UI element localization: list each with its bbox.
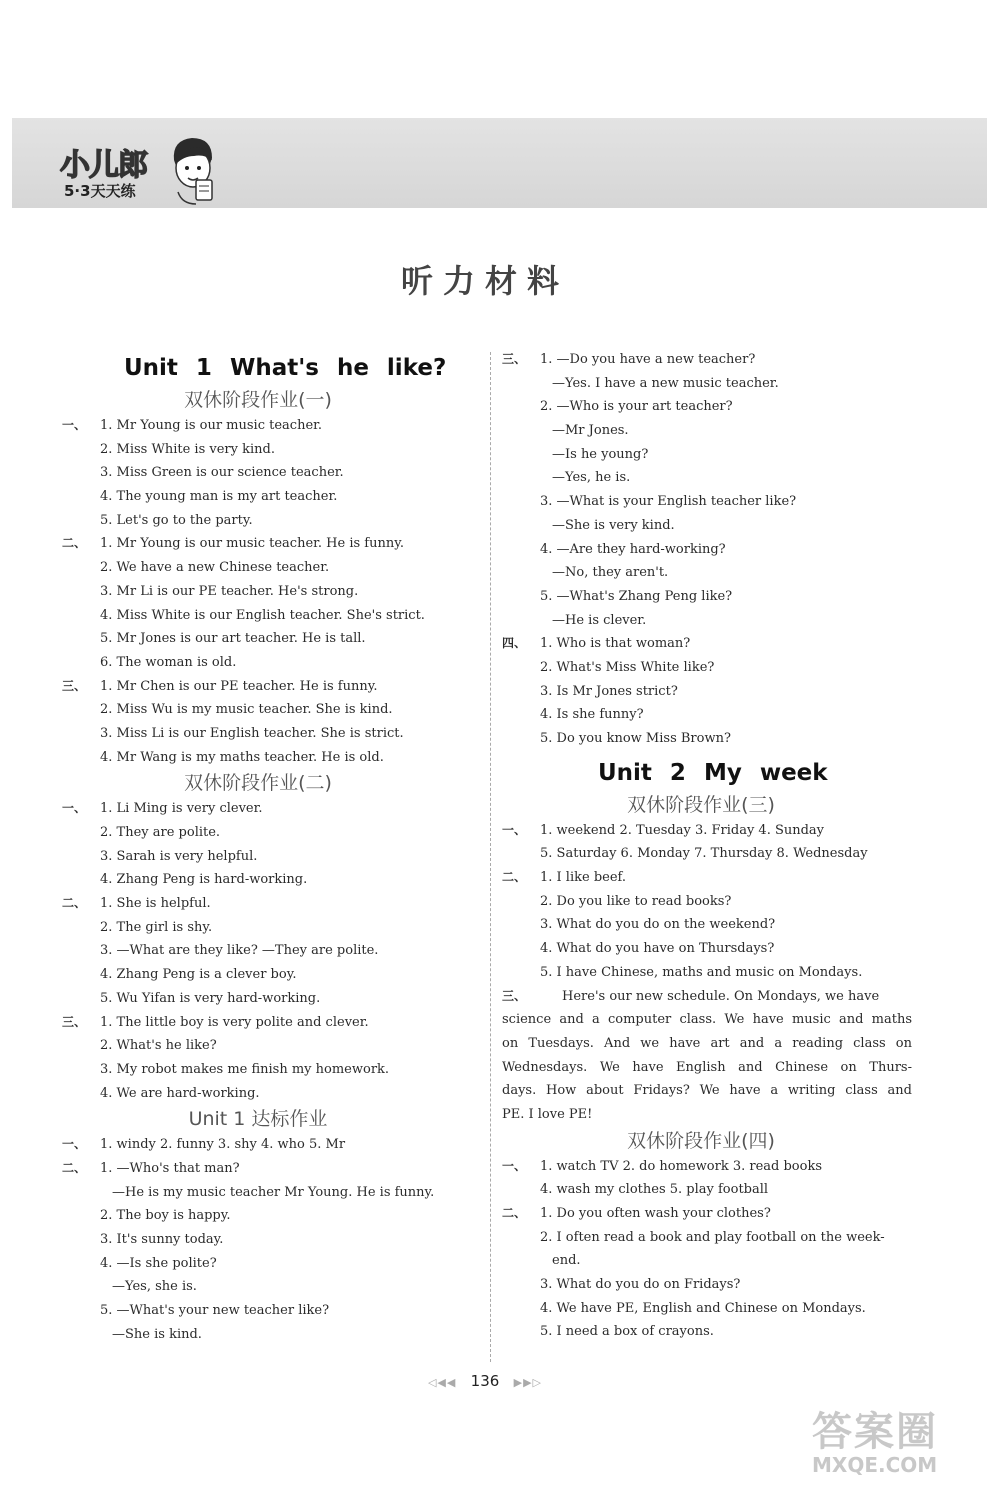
list-item — [502, 680, 912, 704]
item-text: 2. The boy is happy. — [100, 1208, 231, 1224]
item-text: 3. Is Mr Jones strict? — [540, 683, 678, 699]
item-text: 5. Do you know Miss Brown? — [540, 731, 731, 746]
item-text: 5. —What's Zhang Peng like? — [540, 588, 733, 604]
list-item — [502, 490, 912, 514]
list-item — [62, 675, 480, 699]
item-text: 2. Do you like to read books? — [540, 893, 732, 909]
item-text: 1. Mr Young is our music teacher. — [100, 418, 323, 433]
section-continued-list — [502, 348, 912, 751]
item-text: 4. The young man is my art teacher. — [100, 489, 338, 505]
item-text: 5. I need a box of crayons. — [540, 1324, 714, 1340]
item-text: —He is my music teacher Mr Young. He is funny. — [112, 1184, 435, 1200]
paragraph-line — [502, 1008, 912, 1032]
paragraph-line — [502, 985, 912, 1009]
question-number-mark: 三、 — [502, 352, 527, 366]
watermark-url: MXQE.COM — [812, 1453, 938, 1477]
list-item — [62, 1082, 480, 1106]
item-text: 1. watch TV 2. do homework 3. read books — [540, 1158, 823, 1174]
paragraph-line — [502, 1032, 912, 1056]
list-item — [62, 1181, 480, 1205]
list-item — [502, 395, 912, 419]
section-5-list — [502, 1155, 912, 1345]
list-item — [502, 1320, 912, 1344]
item-text: —Yes, he is. — [552, 470, 631, 486]
item-text: 4. We have PE, English and Chinese on Mondays. — [540, 1300, 866, 1316]
item-text: 3. What do you do on the weekend? — [540, 917, 776, 933]
page-title: 听力材料 — [400, 262, 569, 300]
list-item — [502, 1155, 912, 1179]
unit2-heading: Unit 2 My week — [598, 759, 828, 786]
logo-main-text: 小儿郎 — [60, 148, 147, 183]
question-number-mark: 二、 — [502, 1206, 527, 1220]
list-item — [502, 842, 912, 866]
list-item — [502, 1178, 912, 1202]
item-text: 5. Let's go to the party. — [100, 512, 253, 528]
question-number-mark: 三、 — [62, 1014, 87, 1029]
item-text: 5. —What's your new teacher like? — [100, 1303, 330, 1319]
item-text: 4. Zhang Peng is a clever boy. — [100, 967, 297, 983]
item-text: —She is very kind. — [552, 517, 675, 533]
item-text: 3. Miss Li is our English teacher. She is strict. — [100, 725, 404, 741]
column-divider — [490, 352, 491, 1362]
paragraph-text: science and a computer class. We have music and maths — [502, 1012, 912, 1028]
list-item — [502, 419, 912, 443]
list-item — [62, 461, 480, 485]
question-number-mark: 三、 — [62, 678, 87, 693]
item-text: 1. Li Ming is very clever. — [100, 801, 263, 817]
list-item — [62, 1204, 480, 1228]
item-text: 1. —Who's that man? — [100, 1160, 240, 1176]
question-number-mark: 一、 — [62, 801, 87, 816]
question-number-mark: 三、 — [502, 988, 527, 1003]
list-item — [502, 1202, 912, 1226]
list-item — [502, 632, 912, 656]
list-item — [502, 561, 912, 585]
list-item — [502, 372, 912, 396]
item-text: —Mr Jones. — [552, 423, 629, 439]
list-item — [502, 609, 912, 633]
list-item — [62, 1157, 480, 1181]
list-item — [62, 438, 480, 462]
item-text: 2. We have a new Chinese teacher. — [100, 560, 330, 576]
item-text: 3. —What are they like? —They are polite. — [100, 943, 379, 959]
list-item — [502, 1249, 912, 1273]
item-text: 1. The little boy is very polite and clever. — [100, 1014, 369, 1030]
item-text: 5. I have Chinese, maths and music on Mondays. — [540, 964, 863, 980]
section-2-list — [62, 797, 480, 1105]
item-text: 2. What's Miss White like? — [540, 659, 715, 675]
item-text: 2. Miss Wu is my music teacher. She is kind. — [100, 702, 393, 718]
left-column — [62, 348, 480, 1346]
item-text: 3. Mr Li is our PE teacher. He's strong. — [100, 583, 359, 599]
page-footer — [0, 1372, 970, 1390]
item-text: —Yes. I have a new music teacher. — [552, 375, 779, 391]
list-item — [502, 819, 912, 843]
item-text: 4. —Is she polite? — [100, 1255, 217, 1271]
list-item — [62, 627, 480, 651]
item-text: 1. I like beef. — [540, 870, 627, 886]
question-number-mark: 二、 — [62, 896, 87, 911]
paragraph-text: PE. I love PE! — [502, 1106, 593, 1122]
list-item — [62, 1228, 480, 1252]
section-3-list — [62, 1133, 480, 1346]
question-number-mark: 一、 — [502, 1158, 527, 1173]
item-text: 2. What's he like? — [100, 1038, 217, 1054]
question-number-mark: 二、 — [62, 536, 87, 551]
list-item — [62, 1058, 480, 1082]
list-item — [62, 963, 480, 987]
question-number-mark: 一、 — [62, 1137, 87, 1152]
item-text: 5. Saturday 6. Monday 7. Thursday 8. Wednesday — [540, 846, 868, 862]
item-text: 2. Miss White is very kind. — [100, 441, 275, 457]
item-text: 1. She is helpful. — [100, 896, 211, 912]
logo-sub-text: 5·3天天练 — [64, 182, 136, 200]
list-item — [62, 580, 480, 604]
list-item — [502, 890, 912, 914]
list-item — [502, 1273, 912, 1297]
section-heading-2: 双休阶段作业(二) — [184, 772, 332, 795]
list-item — [502, 1297, 912, 1321]
section-heading-3: Unit 1 达标作业 — [188, 1108, 328, 1131]
list-item — [62, 1275, 480, 1299]
item-text: 4. We are hard-working. — [100, 1085, 260, 1101]
question-number-mark: 二、 — [62, 1160, 87, 1175]
list-item — [62, 414, 480, 438]
mascot-boy-icon — [166, 134, 218, 206]
list-item — [502, 866, 912, 890]
schedule-paragraph — [502, 985, 912, 1127]
list-item — [62, 722, 480, 746]
list-item — [62, 916, 480, 940]
list-item — [502, 961, 912, 985]
section-4-list — [502, 819, 912, 985]
page-number: 136 — [470, 1372, 500, 1390]
list-item — [502, 703, 912, 727]
list-item — [502, 466, 912, 490]
item-text: 5. Mr Jones is our art teacher. He is tall. — [100, 631, 366, 647]
item-text: 4. Is she funny? — [540, 707, 644, 723]
unit1-heading: Unit 1 What's he like? — [124, 355, 447, 381]
paragraph-line — [502, 1056, 912, 1080]
list-item — [62, 1323, 480, 1347]
list-item — [502, 913, 912, 937]
item-text: —Is he young? — [552, 446, 649, 462]
list-item — [62, 892, 480, 916]
list-item — [62, 746, 480, 770]
item-text: 1. weekend 2. Tuesday 3. Friday 4. Sunday — [540, 822, 825, 838]
item-text: —She is kind. — [112, 1326, 202, 1342]
item-text: 4. —Are they hard-working? — [540, 541, 726, 557]
paragraph-text: days. How about Fridays? We have a writing class and — [502, 1083, 912, 1099]
item-text: —Yes, she is. — [112, 1279, 197, 1295]
item-text: 3. What do you do on Fridays? — [540, 1277, 741, 1293]
item-text: 3. It's sunny today. — [100, 1232, 224, 1247]
paragraph-text: Here's our new schedule. On Mondays, we have — [562, 988, 880, 1004]
paragraph-text: Wednesdays. We have English and Chinese on Thurs- — [502, 1059, 912, 1075]
item-text: 1. Mr Young is our music teacher. He is funny. — [100, 536, 404, 552]
item-text: 4. Miss White is our English teacher. She's strict. — [100, 607, 425, 623]
list-item — [62, 556, 480, 580]
list-item — [62, 845, 480, 869]
list-item — [502, 538, 912, 562]
item-text: 3. —What is your English teacher like? — [540, 494, 797, 510]
list-item — [502, 656, 912, 680]
list-item — [502, 348, 912, 372]
paragraph-text: on Tuesdays. And we have art and a reading class on — [502, 1035, 912, 1051]
item-text: 4. Zhang Peng is hard-working. — [100, 872, 308, 888]
list-item — [62, 485, 480, 509]
list-item — [62, 939, 480, 963]
item-text: 4. wash my clothes 5. play football — [540, 1182, 769, 1198]
list-item — [62, 1133, 480, 1157]
item-text: 2. —Who is your art teacher? — [540, 399, 733, 415]
item-text: 3. My robot makes me finish my homework. — [100, 1061, 390, 1077]
section-heading-1: 双休阶段作业(一) — [184, 389, 332, 411]
item-text: 1. Who is that woman? — [540, 636, 691, 652]
list-item — [62, 532, 480, 556]
list-item — [62, 1034, 480, 1058]
item-text: 2. They are polite. — [100, 825, 221, 840]
item-text: —No, they aren't. — [552, 565, 669, 581]
list-item — [62, 821, 480, 845]
item-text: 2. The girl is shy. — [100, 919, 213, 935]
item-text: 1. windy 2. funny 3. shy 4. who 5. Mr — [100, 1137, 346, 1153]
item-text: 1. —Do you have a new teacher? — [540, 352, 756, 367]
section-heading-4: 双休阶段作业(三) — [627, 793, 775, 816]
list-item — [62, 509, 480, 533]
item-text: 4. Mr Wang is my maths teacher. He is old. — [100, 749, 384, 765]
list-item — [62, 698, 480, 722]
item-text: 3. Miss Green is our science teacher. — [100, 465, 344, 481]
item-text: 4. What do you have on Thursdays? — [540, 941, 775, 957]
list-item — [62, 797, 480, 821]
question-number-mark: 一、 — [502, 822, 527, 837]
question-number-mark: 一、 — [62, 418, 87, 432]
brand-logo — [58, 134, 218, 210]
watermark-main: 答案圈 — [812, 1409, 938, 1455]
section-heading-5: 双休阶段作业(四) — [627, 1129, 775, 1152]
item-text: —He is clever. — [552, 612, 647, 628]
list-item — [62, 651, 480, 675]
item-text: 5. Wu Yifan is very hard-working. — [100, 990, 321, 1006]
section-1-list — [62, 414, 480, 769]
list-item — [502, 443, 912, 467]
list-item — [502, 1226, 912, 1250]
list-item — [502, 937, 912, 961]
item-text: end. — [552, 1253, 581, 1269]
list-item — [62, 1252, 480, 1276]
list-item — [62, 1011, 480, 1035]
list-item — [62, 604, 480, 628]
question-number-mark: 四、 — [502, 636, 527, 651]
right-column — [502, 348, 912, 1344]
list-item — [62, 1299, 480, 1323]
question-number-mark: 二、 — [502, 870, 527, 885]
list-item — [62, 868, 480, 892]
list-item — [62, 987, 480, 1011]
item-text: 1. Mr Chen is our PE teacher. He is funny. — [100, 678, 378, 694]
item-text: 1. Do you often wash your clothes? — [540, 1206, 771, 1221]
item-text: 2. I often read a book and play football on the week- — [540, 1229, 885, 1245]
list-item — [502, 585, 912, 609]
paragraph-line — [502, 1103, 912, 1127]
prev-arrows-icon: ◁◀◀ — [427, 1376, 457, 1389]
item-text: 6. The woman is old. — [100, 654, 237, 670]
watermark — [812, 1400, 992, 1488]
item-text: 3. Sarah is very helpful. — [100, 848, 258, 864]
list-item — [502, 514, 912, 538]
next-arrows-icon: ▶▶▷ — [513, 1376, 543, 1389]
paragraph-line — [502, 1079, 912, 1103]
list-item — [502, 727, 912, 751]
